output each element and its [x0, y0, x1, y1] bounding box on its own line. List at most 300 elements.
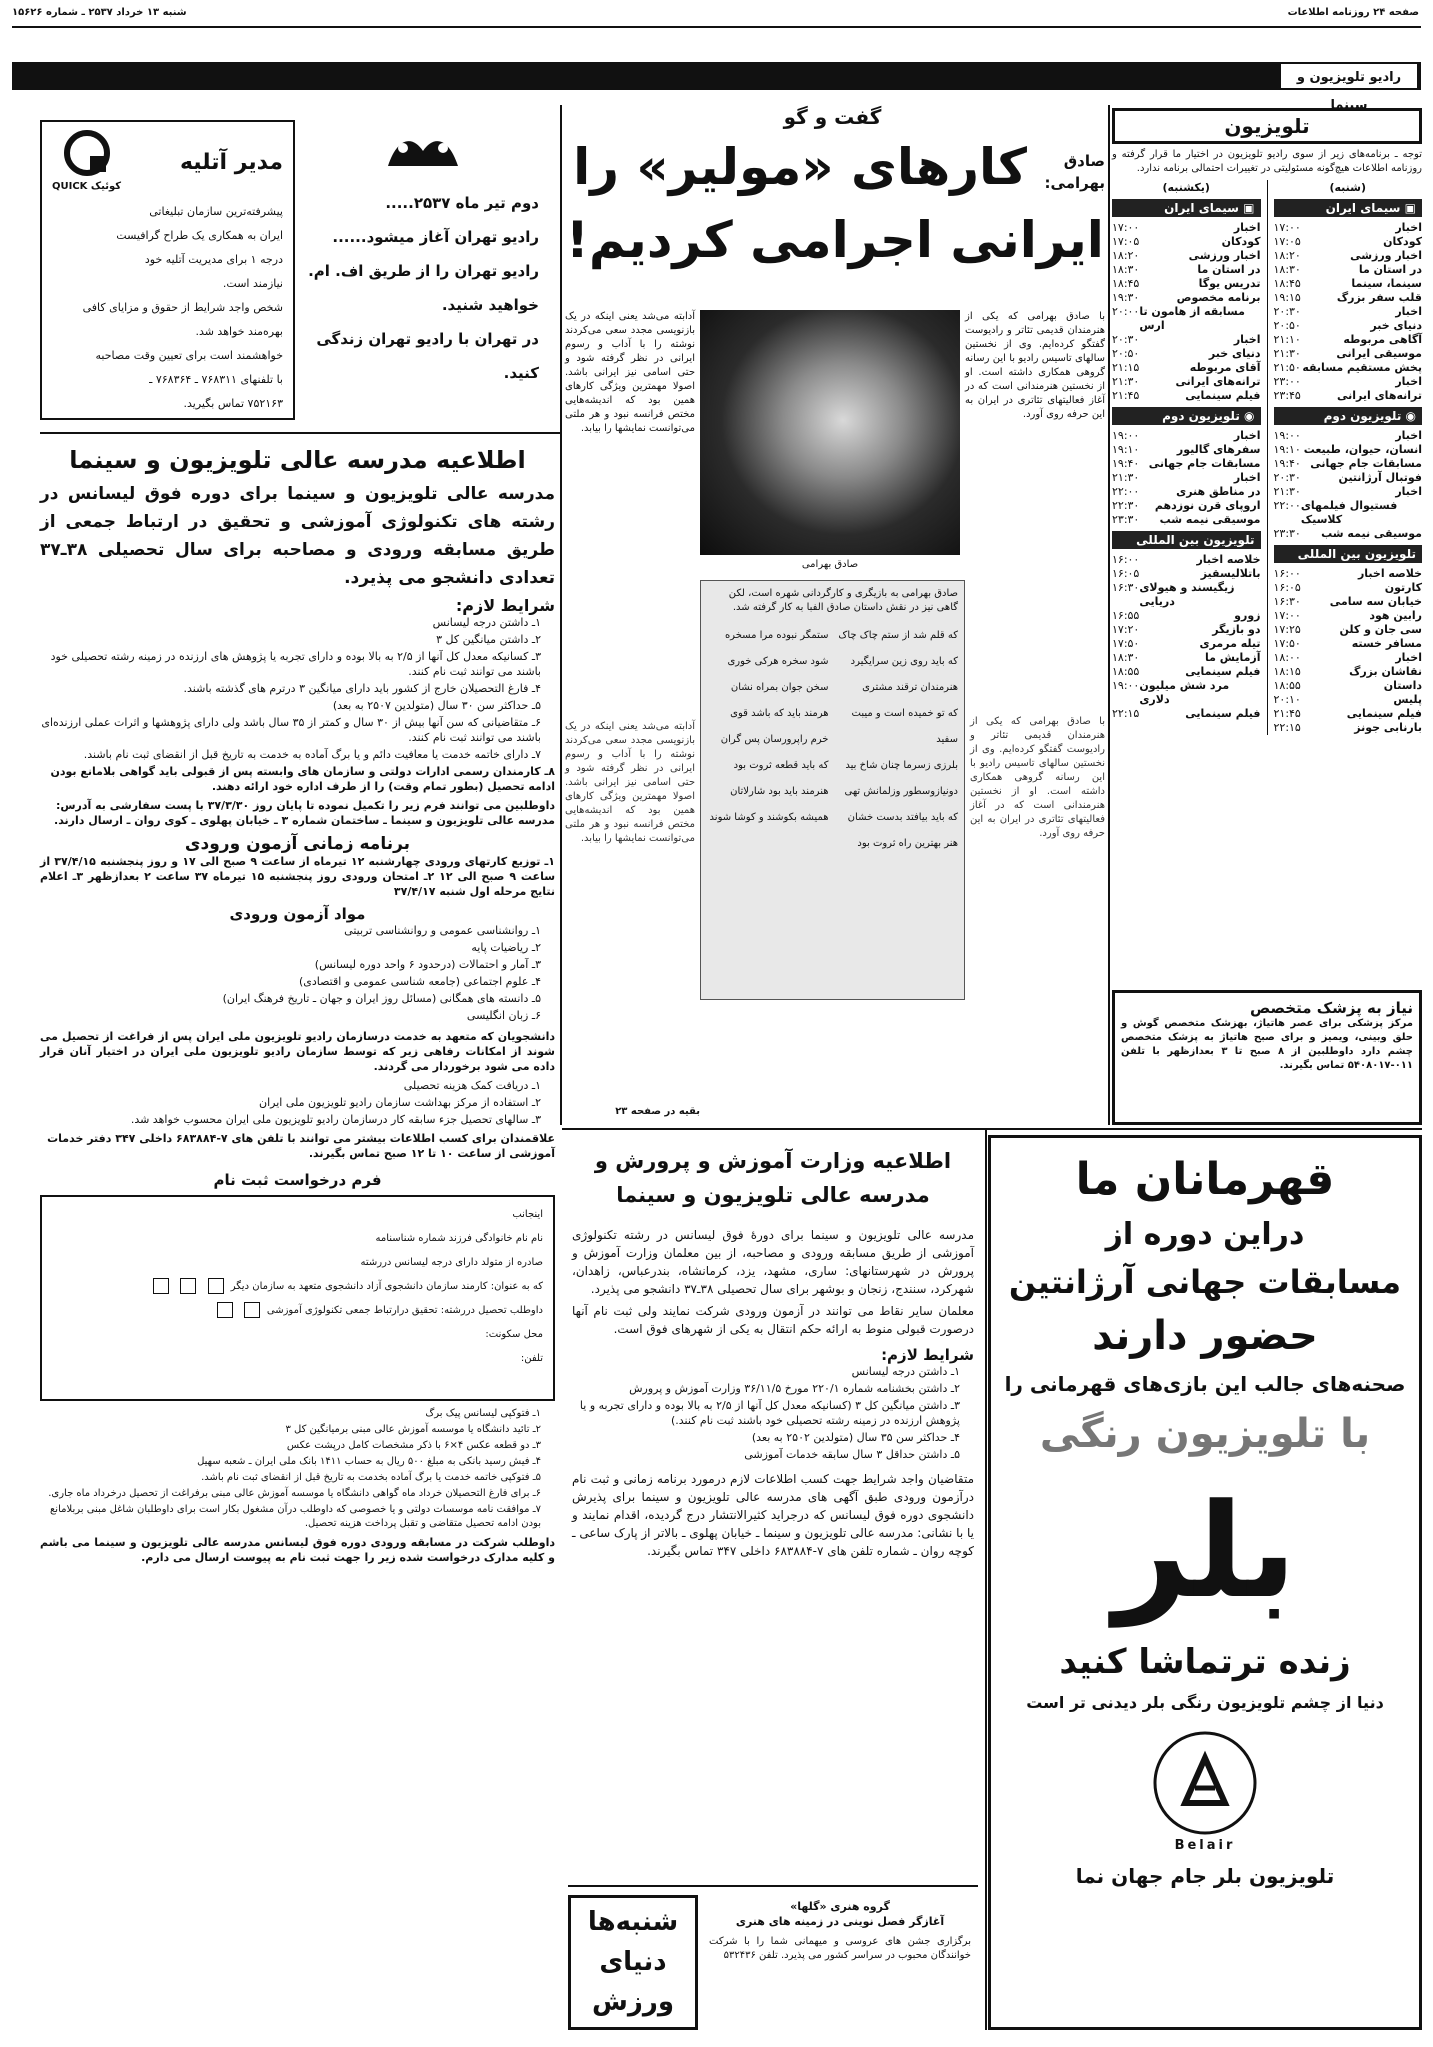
- tv-program-title: فیلم سینمایی: [1185, 665, 1261, 678]
- tv-channel-icon: ▣: [1400, 201, 1416, 215]
- required-doc: ۱ـ فتوکپی لیسانس پیک برگ: [425, 1408, 541, 1419]
- tv-program-time: ۲۱:۱۵: [1112, 361, 1140, 374]
- tv-day-sunday: (یکشنبه): [1162, 181, 1210, 194]
- ad-radio-tehran: [300, 120, 545, 420]
- interview-filler-text: آدابته می‌شد یعنی اینکه در یک بازنویسی مجدد سعی می‌کردند نوشته را با آداب و رسوم ایرانی در نظر گرفته شود و حتی اسامی نیز ایرانی باشد. اصولا مهمترین ویژگی کارهای همین بود که اندیشه‌هایی مختص فرانسه نبود و هر ملتی می‌توانست نمایشها را بیابد.: [565, 721, 695, 844]
- school-subject: ۳ـ آمار و احتمالات (درحدود ۶ واحد دوره لیسانس): [314, 958, 541, 971]
- tv-program-row: [1274, 527, 1423, 541]
- ministry-body: مدرسه عالی تلویزیون و سینما برای دورهٔ فوق لیسانس در رشته تکنولوژی آموزشی از طریق مسابقه ورودی و مصاحبه، از بین معلمان وزارت آموزش و پرورش در شهرستانهای: ساری، مشهد، یزد، کرمانشاه، بندرعباس، زاهدان، شهرکرد، سنندج، زنجان و بوشهر برای سال تحصیلی ۳۸ـ۳۷ دانشجو می پذیرد.: [572, 1228, 974, 1296]
- ad-radio-line: دوم تیر ماه ۲۵۳۷.....: [385, 194, 539, 212]
- page-header-paper: صفحه ۲۴ روزنامه اطلاعات: [1287, 7, 1419, 18]
- registration-form: [40, 1195, 555, 1401]
- belair-logo-text: Belair: [1174, 1838, 1236, 1853]
- tv-program-time: ۱۷:۵۰: [1112, 637, 1140, 650]
- tv-program-row: [1112, 637, 1261, 651]
- ad-atelier-line: خواهشمند است برای تعیین وقت مصاحبه: [95, 349, 283, 362]
- ministry-condition: ۳ـ داشتن میانگین کل ۳ (کسانیکه معدل کل آنها از ۲/۵ به بالا بوده و دارای تجربه و یا پژوهش ارزنده در زمینه رشته تحصیلی خود باشند ثبت نام کنند.): [579, 1399, 960, 1427]
- tv-program-title: پخش مستقیم مسابقه: [1302, 361, 1422, 374]
- belair-line-1: قهرمانان ما: [1075, 1154, 1335, 1205]
- tv-program-time: ۱۶:۳۰: [1273, 595, 1301, 608]
- school-schedule: ۱ـ توزیع کارتهای ورودی چهارشنبه ۱۲ تیرماه از ساعت ۹ صبح الی ۱۷ و روز پنجشنبه ۳۷/۴/۱۵ از ساعت ۹ صبح الی ۱۲ ۲ـ امتحان ورودی روز پنجشنبه ۱۵ تیرماه ۳۷ ساعت ۲ بعدازظهر ۳ـ اعلام نتایج مرحله اول شنبه ۳۷/۴/۱۷: [40, 855, 556, 898]
- tv-program-time: ۱۸:۰۰: [1273, 651, 1301, 664]
- tv-program-row: [1112, 707, 1261, 721]
- tv-program-time: ۱۶:۰۰: [1273, 567, 1301, 580]
- tv-program-time: ۲۳:۳۰: [1112, 513, 1140, 526]
- tv-program-time: ۲۰:۵۰: [1112, 347, 1140, 360]
- tv-program-time: ۲۱:۱۰: [1273, 333, 1301, 346]
- radio-tehran-emblem-icon: [383, 126, 463, 176]
- interview-filler-right: با صادق بهرامی که یکی از هنرمندان قدیمی تئاتر و رادیوست گفتگو کرده‌ایم. وی از نخستین سالهای تاسیس رادیو با این رسانه گروهی همکاری داشته است. او از نخستین هنرمندانی است که در آغاز فعالیتهای تئاتری در ایران به این حرفه روی آورد.: [970, 716, 1105, 839]
- tv-program-time: ۲۳:۰۰: [1273, 375, 1301, 388]
- tv-program-title: اخبار: [1395, 429, 1422, 442]
- tv-program-title: مسابقات جام جهانی: [1148, 457, 1261, 470]
- school-subject: ۴ـ علوم اجتماعی (جامعه شناسی عمومی و اقتصادی): [298, 975, 541, 988]
- tv-program-title: فستیوال فیلمهای کلاسیک: [1300, 499, 1398, 526]
- interview-col-2: آدابته می‌شد یعنی اینکه در یک بازنویسی مجدد سعی می‌کردند نوشته را با آداب و رسوم ایرانی در نظر گرفته شود و حتی اسامی نیز ایرانی باشد. اصولا مهمترین ویژگی کارهای همین بود که اندیشه‌هایی مختص فرانسه نبود و هر ملتی می‌توانست نمایشها را بیابد.: [565, 311, 695, 434]
- tv-program-row: [1112, 665, 1261, 679]
- tv-program-title: باتلالیسقیز: [1200, 567, 1261, 580]
- tv-program-title: رابین هود: [1369, 609, 1422, 622]
- tv-program-row: [1112, 389, 1261, 403]
- tv-channel-two-sun: ◉ تلویزیون دوم: [1112, 407, 1261, 425]
- tv-program-title: سی جان و کلن: [1339, 623, 1422, 636]
- tv-program-row: [1274, 221, 1423, 235]
- tv-program-row: [1112, 651, 1261, 665]
- art-group-subtitle: آغازگر فصل نوینی در زمینه های هنری: [735, 1915, 945, 1928]
- sports-line: ورزش: [592, 1987, 674, 2017]
- interview-author: صادق بهرامی:: [1044, 152, 1105, 192]
- tv-program-title: ترانه‌های ایرانی: [1337, 389, 1422, 402]
- tv-program-title: زیگیسند و هیولای دریایی: [1139, 581, 1235, 608]
- school-condition: ۳ـ کسانیکه معدل کل آنها از ۲/۵ به بالا بوده و دارای تجربه یا پژوهش های ارزنده در زمینه رشته تحصیلی خود باشند می توانند ثبت نام کنند.: [50, 650, 541, 678]
- required-doc: ۲ـ تائید دانشگاه یا موسسه آموزش عالی مبنی برمیانگین کل ۳: [285, 1424, 541, 1435]
- tv-program-time: ۱۹:۳۰: [1112, 291, 1140, 304]
- poem-line: هنرمند باید بود شارلاتان: [730, 786, 829, 797]
- tv-program-title: اخبار ورزشی: [1350, 249, 1422, 262]
- tv-program-time: ۲۲:۱۵: [1273, 721, 1301, 734]
- tv-program-row: [1274, 499, 1423, 527]
- belair-brand-big: بلر: [1113, 1475, 1297, 1627]
- tv-channel-iran-sun: ▣ سیمای ایران: [1112, 199, 1261, 217]
- tv-program-row: [1112, 581, 1261, 609]
- poem-line: که قلم شد از ستم چاک چاک: [838, 630, 958, 641]
- tv-program-time: ۲۲:۱۵: [1112, 707, 1140, 720]
- school-p5: علاقمندان برای کسب اطلاعات بیشتر می توانند با تلفن های ۷‑۶۸۳۸۸۴ داخلی ۳۴۷ دفتر خدمات آموزشی از ساعت ۱۰ تا ۱۲ صبح تماس بگیرند.: [47, 1132, 555, 1160]
- tv-program-row: [1274, 485, 1423, 499]
- school-condition: ۴ـ فارغ التحصیلان خارج از کشور باید دارای میانگین ۳ درترم های گذشته باشند.: [183, 682, 541, 695]
- tv-program-time: ۱۷:۲۰: [1112, 623, 1140, 636]
- tv-program-title: اخبار: [1395, 485, 1422, 498]
- art-group-title: گروه هنری «گلها»: [790, 1900, 890, 1913]
- ministry-condition: ۱ـ داشتن درجه لیسانس: [851, 1365, 960, 1378]
- tv-program-title: آقای مربوطه: [1189, 361, 1261, 374]
- tv-program-row: [1274, 567, 1423, 581]
- tv-program-title: تیله مرمری: [1199, 637, 1261, 650]
- tv-program-time: ۱۸:۵۵: [1112, 665, 1140, 678]
- tv-channel-iran-sat: ▣ سیمای ایران: [1274, 199, 1423, 217]
- tv-program-title: در مناطق هنری: [1176, 485, 1261, 498]
- tv-program-time: ۲۱:۴۵: [1273, 707, 1301, 720]
- poem-line: خرم راپرورسان پس گران: [720, 734, 829, 745]
- interview-photo-caption: صادق بهرامی: [801, 559, 859, 570]
- ad-atelier-line: با تلفنهای ۷۶۸۳۱۱ ـ ۷۶۸۳۶۴ ـ: [149, 373, 283, 386]
- ad-belair: [988, 1135, 1422, 2030]
- tv-program-row: [1274, 305, 1423, 319]
- tv-program-row: [1274, 443, 1423, 457]
- belair-line-6: با تلویزیون رنگی: [1039, 1411, 1371, 1457]
- tv-listing: [1112, 221, 1261, 403]
- form-line-field: داوطلب تحصیل دررشته: تحقیق درارتباط جمعی تکنولوژی آموزشی: [52, 1299, 543, 1323]
- tv-program-row: [1112, 443, 1261, 457]
- ministry-body-2: معلمان سایر نقاط می توانند در آزمون ورودی شرکت نمایند ولی ثبت نام آنها درصورت قبولی منوط به ارائه حکم انتقال به یکی از شهرهای فوق است.: [572, 1304, 974, 1336]
- tv-program-title: در استان ما: [1358, 263, 1422, 276]
- tv-program-row: [1274, 429, 1423, 443]
- checkbox-other-org[interactable]: [153, 1278, 169, 1294]
- tv-program-time: ۲۱:۳۰: [1112, 471, 1140, 484]
- tv-program-time: ۲۰:۳۰: [1273, 305, 1301, 318]
- ministry-notice: [568, 1140, 978, 1880]
- tv-program-time: ۱۶:۰۰: [1112, 553, 1140, 566]
- tv-program-row: [1112, 457, 1261, 471]
- ministry-condition: ۲ـ داشتن بخشنامه شماره ۲۲۰/۱ مورخ ۳۶/۱۱/۵ وزارت آموزش و پرورش: [629, 1382, 960, 1395]
- ad-doctor-body: مرکز پزشکی برای عصر هاتیاژ، بهزشک متخصص گوش و حلق وبینی، ویمیز و برای صبح هاتیاژ به پزشک متخصص چشم دارد داوطلبین از ۸ صبح تا ۳ بعدازظهر با تلفن ۰۱۱‑۵۴۰۸۰۱۷ تماس بگیرند.: [1121, 1018, 1413, 1071]
- tv-program-row: [1274, 707, 1423, 721]
- form-line-employment: که به عنوان: کارمند سازمان دانشجوی آزاد دانشجوی متعهد به سازمان دیگر: [52, 1275, 543, 1299]
- tv-program-row: [1274, 263, 1423, 277]
- tv-program-time: ۲۰:۰۰: [1112, 305, 1140, 318]
- checkbox-staff[interactable]: [208, 1278, 224, 1294]
- tv-program-title: اخبار: [1233, 471, 1261, 484]
- school-subject: ۱ـ روانشناسی عمومی و روانشناسی تربیتی: [344, 924, 541, 937]
- tv-program-title: مسافر خسته: [1351, 637, 1422, 650]
- tv-program-time: ۲۱:۳۰: [1273, 485, 1301, 498]
- tv-program-title: کارتون: [1384, 581, 1422, 594]
- belair-line-3: مسابقات جهانی آرژانتین: [1008, 1263, 1402, 1301]
- school-condition: ۷ـ دارای خاتمه خدمت یا معافیت دائم و یا برگ آماده به خدمت به تاریخ قبل از انقضای ثبت نام باشند.: [83, 748, 541, 761]
- ad-doctor-title: نیاز به پزشک متخصص: [1250, 999, 1413, 1017]
- poem-line: که باید روی زین سرایگیرد: [850, 656, 958, 667]
- interview-col-3: صادق بهرامی به بازیگری و کارگردانی شهره است، لکن گاهی نیز در نقش داستان صادق الفبا به کار گرفته شد.: [728, 588, 958, 613]
- tv-program-title: کودکان: [1383, 235, 1422, 248]
- sports-line: دنیای: [599, 1947, 667, 1977]
- box-sports: [568, 1895, 698, 2030]
- tv-program-row: [1112, 513, 1261, 527]
- tv-program-time: ۲۲:۳۰: [1112, 499, 1140, 512]
- tv-program-time: ۱۷:۰۵: [1112, 235, 1140, 248]
- ad-doctor: [1112, 990, 1422, 1125]
- required-doc: ۷ـ موافقت نامه موسسات دولتی و یا خصوصی که داوطلب درآن مشغول بکار است برای داوطلبان شاغل مبنی بربلامانع بودن ادامه تحصیل متقاضی و تقبل پرداخت هزینه تحصیل.: [49, 1504, 541, 1529]
- tv-program-title: انسان، حیوان، طبیعت: [1303, 443, 1422, 456]
- checkbox-communication[interactable]: [244, 1302, 260, 1318]
- school-subject: ۵ـ دانسته های همگانی (مسائل روز ایران و جهان ـ تاریخ فرهنگ ایران): [222, 992, 541, 1005]
- school-conditions-title: شرایط لازم:: [455, 596, 555, 615]
- tv-listing: [1274, 429, 1423, 541]
- tv-program-row: [1112, 429, 1261, 443]
- tv-program-title: اخبار: [1233, 221, 1261, 234]
- tv-program-row: [1112, 679, 1261, 707]
- tv-program-time: ۱۷:۰۰: [1273, 221, 1301, 234]
- school-condition: ۱ـ داشتن درجه لیسانس: [432, 616, 541, 629]
- tv-listing: [1112, 429, 1261, 527]
- tv-program-title: نقاشان بزرگ: [1349, 665, 1422, 678]
- tv-program-time: ۲۳:۳۰: [1273, 527, 1301, 540]
- tv-program-time: ۱۹:۱۰: [1112, 443, 1140, 456]
- tv-program-time: ۲۲:۰۰: [1112, 485, 1140, 498]
- tv-program-time: ۲۱:۳۰: [1112, 375, 1140, 388]
- tv-program-time: ۲۳:۴۵: [1273, 389, 1301, 402]
- tv-program-row: [1274, 347, 1423, 361]
- school-subjects-title: مواد آزمون ورودی: [229, 905, 366, 923]
- tv-program-row: [1112, 471, 1261, 485]
- tv-program-time: ۱۹:۰۰: [1112, 429, 1140, 442]
- tv-schedule: [1112, 108, 1422, 1048]
- poem-line: که باید بیافتد بدست خشان: [847, 812, 958, 823]
- tv-program-title: اخبار: [1233, 429, 1261, 442]
- poem-line: سخن جوان بمراه نشان: [730, 682, 829, 693]
- tv-program-time: ۱۸:۳۰: [1112, 651, 1140, 664]
- ministry-conditions-title: شرایط لازم:: [881, 1346, 974, 1364]
- school-notice-intro: مدرسه عالی تلویزیون و سینما برای دوره فوق لیسانس در رشته های تکنولوژی آموزشی و تحقیق در ارتباط جمعی از طریق مسابقه ورودی و مصاحبه برای سال تحصیلی ۳۸ـ۳۷ تعدادی دانشجو می پذیرد.: [40, 484, 555, 588]
- section-bar: [12, 62, 1421, 90]
- tv-program-time: ۱۸:۴۵: [1273, 277, 1301, 290]
- tv-program-title: خلاصه اخبار: [1196, 553, 1261, 566]
- art-group-body: برگزاری جشن های عروسی و میهمانی شما را با شرکت خوانندگان محبوب در سراسر کشور می پذیرد. تلفن ۵۳۲۴۳۶: [709, 1936, 971, 1961]
- tv-program-row: [1274, 581, 1423, 595]
- tv-program-time: ۱۸:۴۵: [1112, 277, 1140, 290]
- tv-day-saturday: (شنبه): [1329, 181, 1367, 194]
- school-condition: ۲ـ داشتن میانگین کل ۳: [436, 633, 541, 646]
- tv-program-row: [1274, 361, 1423, 375]
- tv-program-time: ۱۹:۰۰: [1273, 429, 1301, 442]
- tv-program-time: ۱۹:۴۰: [1273, 457, 1301, 470]
- tv-program-title: مرد شش میلیون دلاری: [1139, 679, 1230, 706]
- ad-atelier-line: پیشرفته‌ترین سازمان تبلیغاتی: [149, 205, 283, 218]
- tv-program-time: ۱۷:۲۵: [1273, 623, 1301, 636]
- belair-line-5: صحنه‌های جالب این بازی‌های قهرمانی را: [1004, 1372, 1406, 1396]
- ministry-condition: ۴ـ حداکثر سن ۳۵ سال (متولدین ۲۵۰۲ به بعد): [751, 1431, 960, 1444]
- tv-program-title: اخبار ورزشی: [1188, 249, 1261, 262]
- tv-program-title: آزمایش ما: [1205, 651, 1261, 664]
- school-benefit: ۲ـ استفاده از مرکز بهداشت سازمان رادیو تلویزیون ملی ایران: [259, 1096, 541, 1109]
- tv-channel-intl-sun: تلویزیون بین المللی: [1112, 531, 1261, 549]
- ministry-body-3: متقاضیان واجد شرایط جهت کسب اطلاعات لازم درمورد برنامه زمانی و ثبت نام درآزمون ورودی طبق آگهی های مدرسه عالی تلویزیون و سینما برای پذیرش دانشجوی دوره فوق لیسانس که درجراید کثیرالانتشار درج گردیده، اقدام نمایند و یا با نشانی: مدرسه عالی تلویزیون و سینما ـ خیابان پهلوی ـ بالاتر از پارک ساعی ـ کوچه روان ـ شماره تلفن های ۷‑۶۸۳۸۸۴ داخلی ۳۴۷ تماس بگیرند.: [572, 1472, 974, 1558]
- ad-radio-line: رادیو تهران آغاز میشود......: [332, 228, 539, 246]
- required-doc: ۵ـ فتوکپی خاتمه خدمت یا برگ آماده بخدمت به تاریخ قبل از انقضای ثبت نام باشد.: [201, 1472, 541, 1483]
- tv-program-title: دنیای خبر: [1370, 319, 1422, 332]
- belair-line-4: حضور دارند: [1092, 1313, 1318, 1359]
- tv-program-time: ۲۱:۵۰: [1273, 361, 1301, 374]
- tv-program-title: اخبار: [1395, 221, 1422, 234]
- tv-program-row: [1274, 637, 1423, 651]
- tv-program-time: ۱۶:۰۵: [1112, 567, 1140, 580]
- tv-program-title: فیلم سینمایی: [1346, 707, 1422, 720]
- belair-footer: تلویزیون بلر جام جهان نما: [1075, 1864, 1335, 1888]
- box-art-group: [705, 1895, 975, 2030]
- tv-listing: [1274, 221, 1423, 403]
- tv-program-row: [1274, 277, 1423, 291]
- tv-program-row: [1112, 333, 1261, 347]
- tv-program-title: داستان: [1383, 679, 1422, 692]
- checkbox-educational-tech[interactable]: [217, 1302, 233, 1318]
- tv-program-title: آگاهی مربوطه: [1343, 333, 1422, 346]
- tv-program-time: ۱۶:۵۵: [1112, 609, 1140, 622]
- tv-program-row: [1112, 221, 1261, 235]
- form-line: تلفن:: [520, 1353, 543, 1364]
- tv-program-title: بارنابی جونز: [1354, 721, 1422, 734]
- ad-radio-line: در تهران با رادیو تهران زندگی: [316, 330, 539, 348]
- school-p4: دانشجویان که متعهد به خدمت درسازمان رادیو تلویزیون ملی ایران پس از فراغت از تحصیل می شوند از امکانات رفاهی زیر که توسط سازمان رادیو تلویزیون ملی ایران در اختیار آنان قرار داده می شود برخوردار می گردند.: [40, 1030, 555, 1073]
- poem-line: بلرزی زسرما چنان شاخ بید: [845, 760, 958, 771]
- tv-program-time: ۱۹:۰۰: [1112, 679, 1140, 692]
- tv-program-time: ۲۲:۰۰: [1273, 499, 1301, 512]
- tv-program-title: دنیای خبر: [1208, 347, 1261, 360]
- tv-program-title: فوتبال آرژانتین: [1338, 471, 1422, 484]
- tv-program-title: ترانه‌های ایرانی: [1175, 375, 1261, 388]
- tv-program-row: [1112, 277, 1261, 291]
- poem-line: که تو خمیده است و میبت سفید: [851, 708, 958, 745]
- tv-program-row: [1274, 693, 1423, 707]
- poem-line: هرمند باید که باشد قوی: [730, 708, 829, 719]
- tv-program-row: [1274, 595, 1423, 609]
- school-notice: [40, 440, 555, 2030]
- ad-atelier-line: درجه ۱ برای مدیریت آتلیه خود: [144, 253, 283, 266]
- poem-line: شود سخره هرکی خوری: [727, 656, 829, 667]
- poem-line: ستمگر نبوده مرا مسخره: [724, 630, 829, 641]
- checkbox-free-student[interactable]: [180, 1278, 196, 1294]
- form-line: اینجانب: [512, 1209, 543, 1220]
- poem-line: هنر بهترین راه ثروت بود: [857, 838, 958, 849]
- poem-line: همیشه بکوشند و کوشا شوند: [709, 812, 829, 823]
- tv-program-title: سینما، سینما: [1351, 277, 1422, 290]
- tv-program-row: [1112, 235, 1261, 249]
- tv-channel-two-sat: ◉ تلویزیون دوم: [1274, 407, 1423, 425]
- tv-program-time: ۱۸:۳۰: [1273, 263, 1301, 276]
- tv-listing: [1274, 567, 1423, 735]
- ad-atelier-title: مدیر آتلیه: [179, 149, 283, 175]
- ad-atelier-line: ایران به همکاری یک طراح گرافیست: [116, 229, 283, 242]
- tv-program-time: ۱۷:۵۰: [1273, 637, 1301, 650]
- ministry-title-2: مدرسه عالی تلویزیون و سینما: [616, 1183, 930, 1207]
- interview-poem-box: [700, 580, 965, 1000]
- poem-line: که باید قطعه ثروت بود: [733, 760, 829, 771]
- tv-program-time: ۲۱:۴۵: [1112, 389, 1140, 402]
- tv-program-title: موسیقی نیمه شب: [1321, 527, 1422, 540]
- tv-program-title: اروپای قرن نوزدهم: [1154, 499, 1261, 512]
- ad-radio-line: کنید.: [503, 364, 539, 382]
- ad-atelier-line: شخص واجد شرایط از حقوق و مزایای کافی: [82, 301, 283, 314]
- school-p3: داوطلبین می توانند فرم زیر را تکمیل نموده تا پایان روز ۳۷/۳/۳۰ با پست سفارشی به آدرس: مدرسه عالی تلویزیون و سینما ـ ساختمان شماره ۳ ـ خیابان پهلوی ـ کوی روان ـ ارسال دارند.: [54, 799, 555, 827]
- tv-program-row: [1274, 291, 1423, 305]
- tv-program-time: ۱۸:۵۵: [1273, 679, 1301, 692]
- ad-atelier: [40, 120, 295, 420]
- tv-program-title: سفرهای گالیور: [1176, 443, 1261, 456]
- tv-program-time: ۱۷:۰۰: [1273, 609, 1301, 622]
- tv-program-title: موسیقی نیمه شب: [1159, 513, 1261, 526]
- school-schedule-title: برنامه زمانی آزمون ورودی: [184, 834, 411, 854]
- school-form-title: فرم درخواست ثبت نام: [213, 1171, 382, 1189]
- belair-line-7: زنده ترتماشا کنید: [1059, 1642, 1351, 1682]
- tv-program-time: ۱۹:۱۵: [1273, 291, 1301, 304]
- tv-program-time: ۱۸:۳۰: [1112, 263, 1140, 276]
- school-subject: ۶ـ زبان انگلیسی: [466, 1009, 541, 1022]
- tv-listing: [1112, 553, 1261, 721]
- tv-program-row: [1274, 375, 1423, 389]
- interview-continued: بقیه در صفحه ۲۳: [615, 1106, 700, 1117]
- interview-headline-2: ایرانی اجرامی کردیم!: [566, 211, 1104, 269]
- tv-program-row: [1274, 679, 1423, 693]
- tv-program-time: ۲۰:۱۰: [1273, 693, 1301, 706]
- tv-program-row: [1274, 389, 1423, 403]
- school-p2: ۸ـ کارمندان رسمی ادارات دولتی و سازمان های وابسته پس از قبولی باید گواهی بلامانع بودن ادامه تحصیل (بطور تمام وقت) را از طرف اداره خود ارائه دهند.: [50, 765, 555, 793]
- ministry-title-1: اطلاعیه وزارت آموزش و پرورش و: [594, 1149, 952, 1173]
- tv-program-time: ۲۰:۵۰: [1273, 319, 1301, 332]
- ministry-condition: ۵ـ داشتن حداقل ۳ سال سابقه خدمات آموزشی: [744, 1448, 960, 1461]
- tv-program-time: ۱۸:۲۰: [1273, 249, 1301, 262]
- tv-program-title: مسابقات جام جهانی: [1310, 457, 1422, 470]
- tv-program-title: فیلم سینمایی: [1185, 707, 1261, 720]
- tv-program-row: [1112, 291, 1261, 305]
- tv-program-row: [1112, 499, 1261, 513]
- tv-program-title: کودکان: [1221, 235, 1261, 248]
- tv-program-title: اخبار: [1395, 305, 1422, 318]
- school-condition: ۵ـ حداکثر سن ۳۰ سال (متولدین ۲۵۰۷ به بعد): [332, 699, 541, 712]
- required-doc: ۴ـ فیش رسید بانکی به مبلغ ۵۰۰ ریال به حساب ۱۴۱۱ بانک ملی ایران ـ شعبه سهیل: [197, 1456, 541, 1467]
- school-subject: ۲ـ ریاضیات پایه: [471, 941, 541, 954]
- tv-program-time: ۱۶:۳۰: [1112, 581, 1140, 594]
- tv-program-title: خلاصه اخبار: [1357, 567, 1422, 580]
- page-header-date: شنبه ۱۳ خرداد ۲۵۳۷ ـ شماره ۱۵۶۲۶: [12, 7, 187, 18]
- ad-atelier-line: ۷۵۲۱۶۳ تماس بگیرید.: [183, 397, 283, 410]
- tv-program-row: [1112, 249, 1261, 263]
- tv-program-row: [1274, 665, 1423, 679]
- tv-program-title: اخبار: [1395, 375, 1422, 388]
- school-notice-title: اطلاعیه مدرسه عالی تلویزیون و سینما: [69, 446, 526, 474]
- tv-program-time: ۱۹:۱۰: [1273, 443, 1301, 456]
- tv-program-title: قلب سفر بزرگ: [1336, 291, 1422, 304]
- tv-program-title: در استان ما: [1197, 263, 1261, 276]
- tv-program-time: ۱۸:۱۵: [1273, 665, 1301, 678]
- school-benefit: ۳ـ سالهای تحصیل جزء سابقه کار درسازمان رادیو تلویزیون ملی ایران محسوب خواهد شد.: [130, 1113, 541, 1126]
- ad-radio-line: رادیو تهران را از طریق اف. ام.: [308, 262, 539, 280]
- tv-program-title: پلیس: [1393, 693, 1422, 706]
- tv-program-time: ۱۹:۴۰: [1112, 457, 1140, 470]
- ad-radio-line: خواهید شنید.: [441, 296, 539, 314]
- tv-program-title: خیابان سه سامی: [1329, 595, 1422, 608]
- tv-program-row: [1112, 553, 1261, 567]
- poem-line: دونیازوسطور وزلمانش تهی: [844, 786, 958, 797]
- ad-atelier-line: نیازمند است.: [222, 277, 283, 290]
- tv-program-time: ۱۷:۰۰: [1112, 221, 1140, 234]
- tv-program-time: ۲۱:۳۰: [1273, 347, 1301, 360]
- quick-logo-icon: [64, 130, 110, 176]
- required-doc: ۳ـ دو قطعه عکس ۴×۶ با ذکر مشخصات کامل درپشت عکس: [286, 1440, 541, 1451]
- quick-logo-text: کوئیک QUICK: [52, 181, 122, 192]
- tv-program-row: [1112, 609, 1261, 623]
- sports-line: شنبه‌ها: [587, 1907, 679, 1937]
- tv-program-title: فیلم سینمایی: [1185, 389, 1261, 402]
- tv-program-row: [1112, 375, 1261, 389]
- belair-logo-icon: [1150, 1728, 1260, 1838]
- section-title: رادیو تلویزیون و سینما: [1279, 62, 1419, 90]
- tv-program-time: ۱۸:۲۰: [1112, 249, 1140, 262]
- poem-line: هنرمندان ترقند مشتری: [862, 682, 958, 693]
- tv-channel-intl-sat: تلویزیون بین المللی: [1274, 545, 1423, 563]
- school-benefit: ۱ـ دریافت کمک هزینه تحصیلی: [403, 1079, 541, 1092]
- tv-program-title: دو بازیگر: [1212, 623, 1261, 636]
- tv-program-row: [1274, 249, 1423, 263]
- tv-channel-icon: ▣: [1238, 201, 1255, 215]
- tv-schedule-note: توجه ـ برنامه‌های زیر از سوی رادیو تلویزیون در اختیار ما قرار گرفته و روزنامه اطلاعات هیچ‌گونه مسئولیتی در تغییرات احتمالی برنامه ندارد.: [1112, 149, 1422, 174]
